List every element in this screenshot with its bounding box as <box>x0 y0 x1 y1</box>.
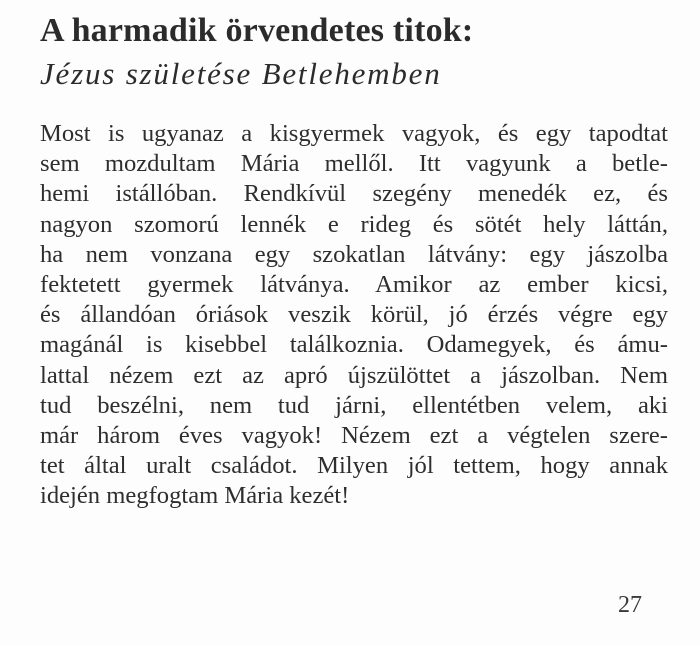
chapter-subtitle: Jézus születése Betlehemben <box>40 56 442 91</box>
text-line: már három éves vagyok! Nézem ezt a végtelen szere- <box>40 421 668 449</box>
text-line: idején megfogtam Mária kezét! <box>40 482 350 510</box>
text-line: és állandóan óriások veszik körül, jó érzés végre egy <box>40 301 668 329</box>
page-number: 27 <box>618 592 642 618</box>
text-line: sem mozdultam Mária mellől. Itt vagyunk a betle- <box>40 150 668 178</box>
text-line: tet által uralt családot. Milyen jól tettem, hogy annak <box>40 452 668 480</box>
text-line: lattal nézem ezt az apró újszülöttet a jászolban. Nem <box>40 361 668 389</box>
body-paragraph <box>40 119 668 511</box>
chapter-title: A harmadik örvendetes titok: <box>40 12 474 49</box>
text-line: magánál is kisebbel találkoznia. Odamegyek, és ámu- <box>40 331 668 359</box>
text-line: fektetett gyermek látványa. Amikor az ember kicsi, <box>40 270 668 298</box>
text-line: ha nem vonzana egy szokatlan látvány: egy jászolba <box>40 240 668 268</box>
text-line: tud beszélni, nem tud járni, ellentétben velem, aki <box>40 391 668 419</box>
text-line: nagyon szomorú lennék e rideg és sötét hely láttán, <box>40 210 668 238</box>
text-line: hemi istállóban. Rendkívül szegény menedék ez, és <box>40 180 668 208</box>
text-line: Most is ugyanaz a kisgyermek vagyok, és egy tapodtat <box>40 120 668 147</box>
